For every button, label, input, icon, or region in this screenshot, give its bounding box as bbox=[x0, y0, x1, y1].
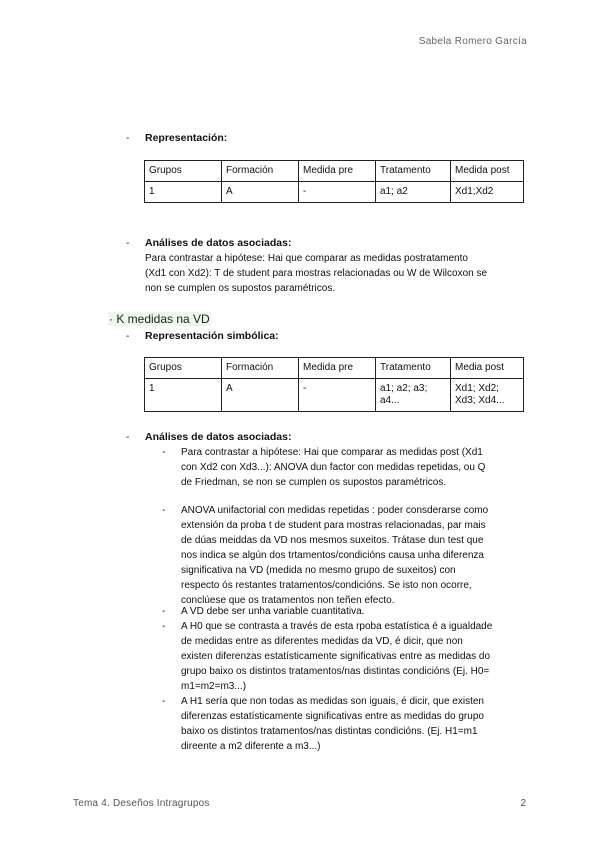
list-item-line: extensión da proba t de student para mostras relacionadas, par mais bbox=[181, 520, 486, 531]
heading-representacion-simbolica: Representación simbólica: bbox=[145, 330, 279, 342]
list-item-line: respecto ós restantes tratamentos/condicións. Se isto non ocorre, bbox=[181, 580, 472, 591]
list-item-line: de dúas meiddas da VD nos mesmos suxeitos. Trátase dun test que bbox=[181, 535, 484, 546]
list-item-line: de Friedman, se non se cumplen os supostos paramétricos. bbox=[181, 477, 447, 488]
design-table-1 bbox=[144, 160, 524, 203]
table-header-cell: Grupos bbox=[145, 161, 222, 182]
header-author: Sabela Romero García bbox=[418, 36, 527, 47]
table-cell: - bbox=[299, 379, 376, 412]
list-item-line: ANOVA unifactorial con medidas repetidas : poder consderarse como bbox=[181, 505, 489, 516]
table-header-cell: Grupos bbox=[145, 358, 222, 379]
list-bullet: - bbox=[162, 447, 166, 458]
bullet-dash: - bbox=[126, 432, 130, 443]
table-cell: 1 bbox=[145, 379, 222, 412]
list-item-line: nos indica se algún dos trtamentos/condicións causa unha diferenza bbox=[181, 550, 484, 561]
table-header-cell: Tratamento bbox=[376, 358, 451, 379]
analises-paragraph bbox=[145, 251, 535, 296]
bullet-dash: - bbox=[126, 238, 130, 249]
table-row bbox=[145, 182, 524, 203]
paragraph-line: Para contrastar a hipótese: Hai que comparar as medidas postratamento bbox=[145, 253, 468, 264]
section-title: · K medidas na VD bbox=[109, 312, 210, 326]
footer-chapter: Tema 4. Deseños Intragrupos bbox=[73, 798, 210, 809]
bullet-dash: - bbox=[126, 133, 130, 144]
list-item-line: de medidas entre as diferentes medidas da VD, é dicir, que non bbox=[181, 636, 463, 647]
page-number: 2 bbox=[520, 798, 526, 809]
list-item-line: existen diferenzas estatísticamente significativas entre as medidas do bbox=[181, 651, 491, 662]
paragraph-line: non se cumplen os supostos paramétricos. bbox=[145, 283, 336, 294]
table-cell: Xd1;Xd2 bbox=[451, 182, 524, 203]
table-header-cell: Medida pre bbox=[299, 358, 376, 379]
table-row bbox=[145, 379, 524, 412]
list-item-line: direente a m2 diferente a m3...) bbox=[181, 741, 321, 752]
table-cell: - bbox=[299, 182, 376, 203]
list-item bbox=[181, 694, 531, 754]
list-bullet: - bbox=[162, 621, 166, 632]
table-header-cell: Formación bbox=[222, 161, 299, 182]
list-item-line: grupo baixo os distintos tratamentos/nas distintas condicións (Ej. H0= bbox=[181, 666, 490, 677]
list-bullet: - bbox=[162, 505, 166, 516]
table-cell: Xd1; Xd2; Xd3; Xd4... bbox=[451, 379, 524, 412]
list-item bbox=[181, 503, 531, 608]
table-cell: a1; a2 bbox=[376, 182, 451, 203]
paragraph-line: (Xd1 con Xd2): T de student para mostras relacionadas ou W de Wilcoxon se bbox=[145, 268, 488, 279]
heading-representacion: Representación: bbox=[145, 132, 228, 144]
list-item-line: A VD debe ser unha variable cuantitativa. bbox=[181, 606, 365, 617]
table-cell: A bbox=[222, 182, 299, 203]
list-item-line: conclúese que os tratamentos non teñen efecto. bbox=[181, 595, 395, 606]
list-item-line: diferenzas estatísticamente significativas entre as medidas do grupo bbox=[181, 711, 484, 722]
table-header-cell: Medida post bbox=[451, 161, 524, 182]
list-item-line: Para contrastar a hipótese: Hai que comparar as medidas post (Xd1 bbox=[181, 447, 483, 458]
heading-analises-2: Análises de datos asociadas: bbox=[145, 431, 292, 443]
list-item-line: m1=m2=m3...) bbox=[181, 681, 247, 692]
table-header-cell: Formación bbox=[222, 358, 299, 379]
table-header-row bbox=[145, 161, 524, 182]
table-header-cell: Medida pre bbox=[299, 161, 376, 182]
list-item-line: A H1 sería que non todas as medidas son iguais, é dicir, que existen bbox=[181, 696, 484, 707]
list-item bbox=[181, 445, 531, 490]
bullet-dash: - bbox=[126, 331, 130, 342]
list-bullet: - bbox=[162, 696, 166, 707]
table-cell: 1 bbox=[145, 182, 222, 203]
table-header-cell: Media post bbox=[451, 358, 524, 379]
list-item-line: con Xd2 con Xd3...): ANOVA dun factor con medidas repetidas, ou Q bbox=[181, 462, 486, 473]
list-bullet: - bbox=[162, 606, 166, 617]
list-item-line: significativa na VD (medida no mesmo grupo de suxeitos) con bbox=[181, 565, 456, 576]
list-item bbox=[181, 604, 531, 619]
table-header-cell: Tratamento bbox=[376, 161, 451, 182]
list-item-line: baixo os distintos tratamentos/nas distintas condicións. (Ej. H1=m1 bbox=[181, 726, 478, 737]
list-item-line: A H0 que se contrasta a través de esta rpoba estatística é a igualdade bbox=[181, 621, 493, 632]
table-header-row bbox=[145, 358, 524, 379]
heading-analises: Análises de datos asociadas: bbox=[145, 237, 292, 249]
table-cell: A bbox=[222, 379, 299, 412]
design-table-2 bbox=[144, 357, 524, 412]
list-item bbox=[181, 619, 531, 694]
table-cell: a1; a2; a3; a4... bbox=[376, 379, 451, 412]
